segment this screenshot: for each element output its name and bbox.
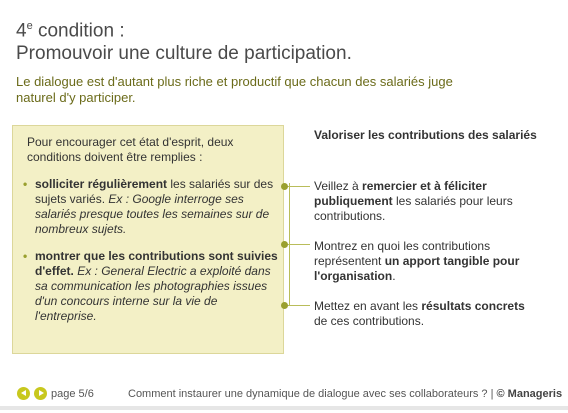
condition-example: Ex : Google interroge ses salariés presque toutes les semaines sur de nombreux sujets. [35, 192, 270, 236]
condition-bold: solliciter régulièrement [35, 177, 168, 191]
condition-item [23, 177, 279, 237]
recommendation-item: Montrez en quoi les contributions représentent un apport tangible pour l'organisation. [314, 239, 520, 283]
page-indicator: page 5/6 [51, 388, 94, 400]
brand-name: © Manageris [496, 388, 563, 400]
condition-item [23, 249, 279, 324]
recommendation-item: Mettez en avant les résultats concrets de ces contributions. [314, 299, 525, 328]
previous-page-icon[interactable] [17, 387, 30, 400]
connector-dot-icon [281, 183, 288, 190]
bullet-icon: • [23, 177, 28, 191]
footer-text: Comment instaurer une dynamique de dialogue avec ses collaborateurs ? | © Manageris [128, 388, 563, 400]
footer [0, 383, 568, 403]
bullet-icon: • [23, 249, 28, 263]
next-page-icon[interactable] [34, 387, 47, 400]
recommendation-item: Veillez à remercier et à féliciter publiquement les salariés pour leurs contributions. [314, 179, 513, 223]
condition-example: Ex : General Electric a exploité dans sa communication les photographies issues d'un concours interne sur la vie de l'entreprise. [35, 264, 271, 323]
condition-bold: montrer que les contributions sont suivies d'effet. [35, 249, 278, 278]
condition-text: les salariés sur des sujets variés. [35, 177, 274, 206]
bottom-divider [0, 406, 568, 410]
connector-dot-icon [281, 241, 288, 248]
conditions-box [12, 125, 284, 354]
section-title: Valoriser les contributions des salariés [314, 128, 537, 142]
intro-text: Le dialogue est d'autant plus riche et productif que chacun des salariés juge naturel d'y participer. [16, 74, 453, 105]
page-title: 4e condition : [16, 20, 125, 42]
page-subtitle: Promouvoir une culture de participation. [16, 43, 352, 64]
connector-dot-icon [281, 302, 288, 309]
box-intro-text: Pour encourager cet état d'esprit, deux conditions doivent être remplies : [27, 135, 234, 164]
